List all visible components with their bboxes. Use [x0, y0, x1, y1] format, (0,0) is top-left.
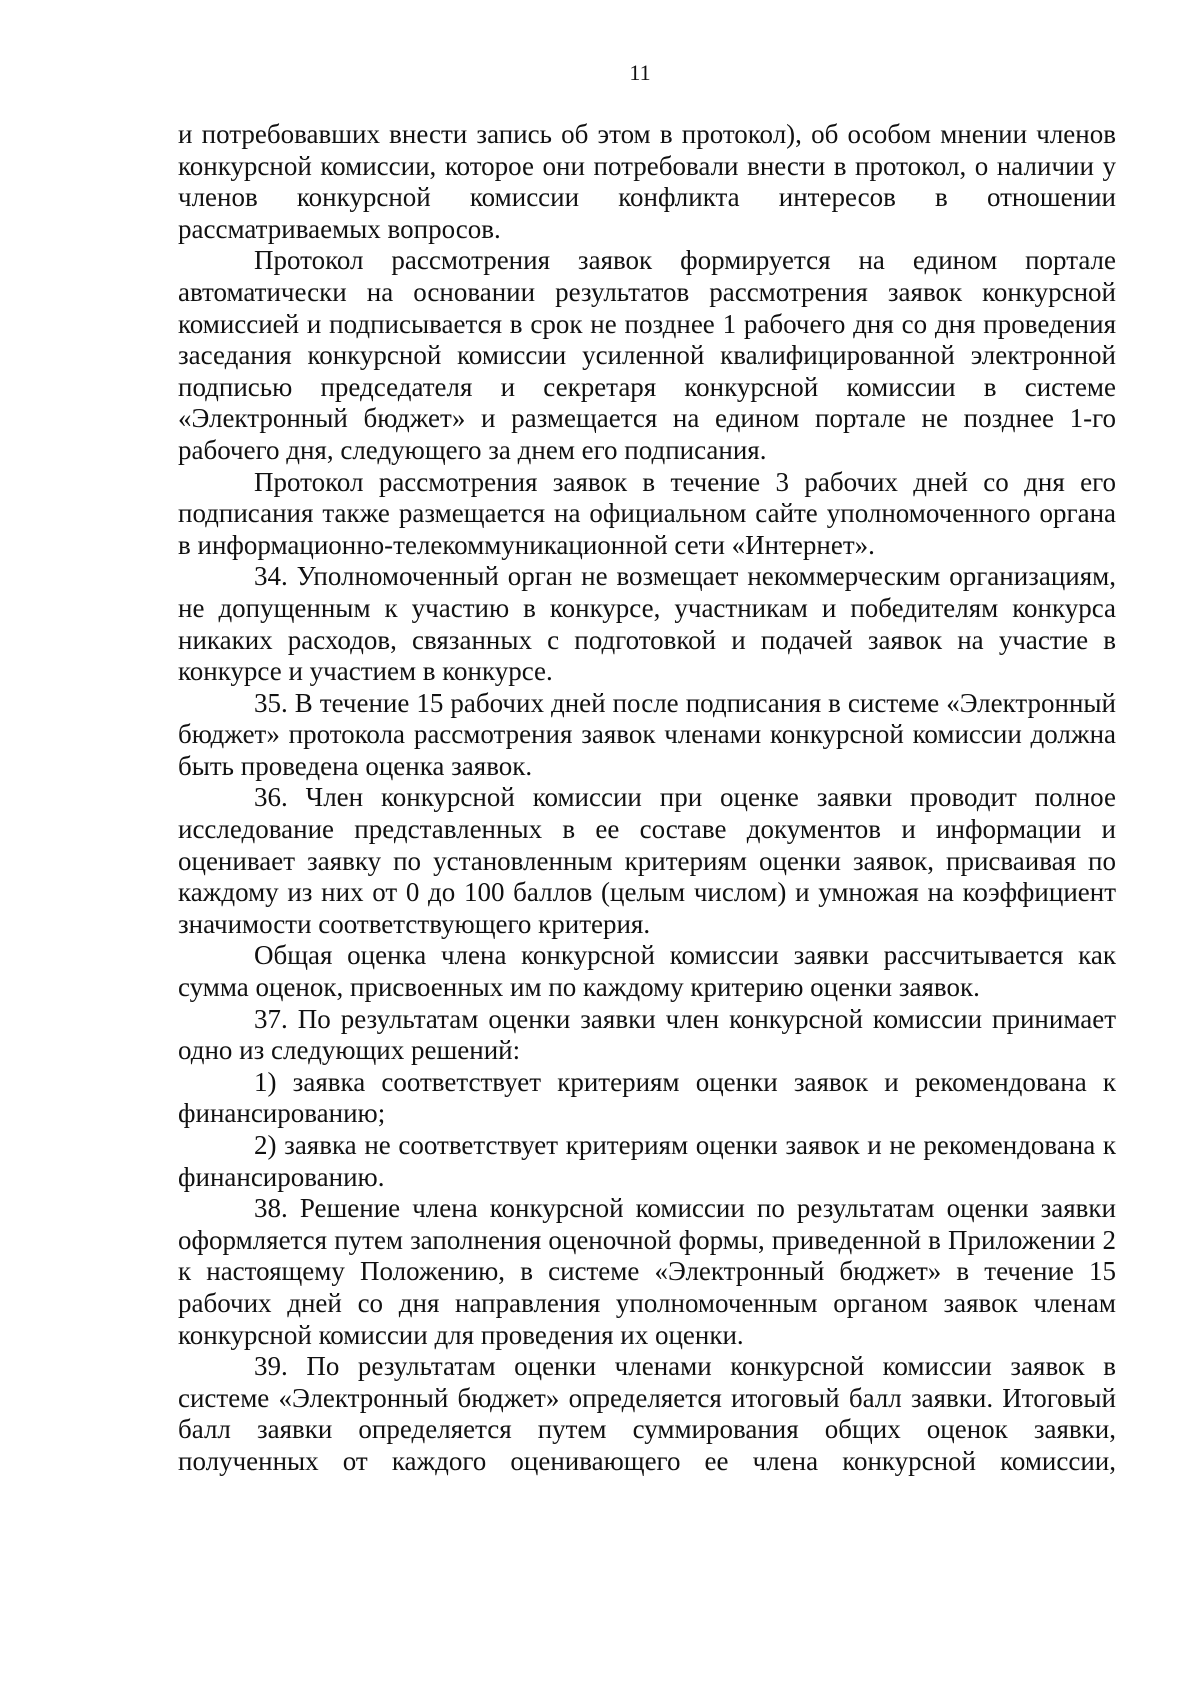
paragraph-continuation: и потребовавших внести запись об этом в протокол), об особом мнении членов конкурсной комиссии, которое они потребовали внести в протокол, о наличии у членов конкурсной комиссии конфликта интересов в отношении рассматриваемых вопросов.: [178, 119, 1116, 244]
paragraph-item-39: 39. По результатам оценки членами конкурсной комиссии заявок в системе «Электронный бюджет» определяется итоговый балл заявки. Итоговый балл заявки определяется путем суммирования общих оценок заявки, полученных от каждого оценивающего ее члена конкурсной комиссии,: [178, 1351, 1116, 1476]
paragraph-decision-1: 1) заявка соответствует критериям оценки заявок и рекомендована к финансированию;: [178, 1066, 1116, 1129]
document-body: [178, 119, 1116, 1478]
paragraph-decision-2: 2) заявка не соответствует критериям оценки заявок и не рекомендована к финансированию.: [178, 1130, 1116, 1192]
paragraph-item-36: 36. Член конкурсной комиссии при оценке заявки проводит полное исследование представленных в ее составе документов и информации и оценивает заявку по установленным критериям оценки заявок, присваивая по каждому из них от 0 до 100 баллов (целым числом) и умножая на коэффициент значимости соответствующего критерия.: [178, 782, 1116, 939]
paragraph-item-34: 34. Уполномоченный орган не возмещает некоммерческим организациям, не допущенным к участию в конкурсе, участникам и победителям конкурса никаких расходов, связанных с подготовкой и подачей заявок на участие в конкурсе и участием в конкурсе.: [178, 561, 1116, 687]
page-number: 11: [629, 60, 651, 85]
paragraph-item-37: 37. По результатам оценки заявки член конкурсной комиссии принимает одно из следующих решений:: [178, 1003, 1116, 1066]
paragraph-item-38: 38. Решение члена конкурсной комиссии по результатам оценки заявки оформляется путем заполнения оценочной формы, приведенной в Приложении 2 к настоящему Положению, в системе «Электронный бюджет» в течение 15 рабочих дней со дня направления уполномоченным органом заявок членам конкурсной комиссии для проведения их оценки.: [178, 1193, 1116, 1350]
paragraph-protocol-publication: Протокол рассмотрения заявок в течение 3 рабочих дней со дня его подписания также размещается на официальном сайте уполномоченного органа в информационно-телекоммуникационной сети «Интернет».: [178, 466, 1116, 560]
paragraph-overall-score: Общая оценка члена конкурсной комиссии заявки рассчитывается как сумма оценок, присвоенных им по каждому критерию оценки заявок.: [178, 940, 1116, 1003]
paragraph-protocol-formation: Протокол рассмотрения заявок формируется на едином портале автоматически на основании результатов рассмотрения заявок конкурсной комиссией и подписывается в срок не позднее 1 рабочего дня со дня проведения заседания конкурсной комиссии усиленной квалифицированной электронной подписью председателя и секретаря конкурсной комиссии в системе «Электронный бюджет» и размещается на едином портале не позднее 1-го рабочего дня, следующего за днем его подписания.: [178, 245, 1116, 465]
paragraph-item-35: 35. В течение 15 рабочих дней после подписания в системе «Электронный бюджет» протокола рассмотрения заявок членами конкурсной комиссии должна быть проведена оценка заявок.: [178, 687, 1116, 781]
